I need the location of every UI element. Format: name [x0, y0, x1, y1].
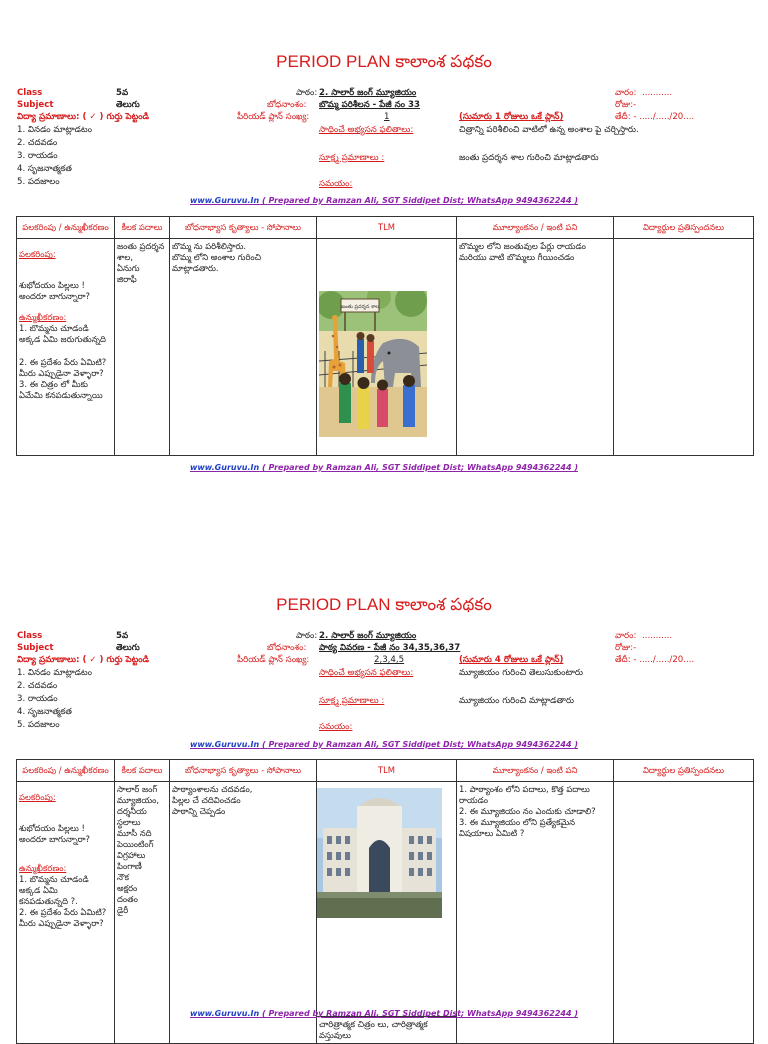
greeting-cell	[17, 782, 115, 1044]
keyword: జంతు ప్రదర్శన	[117, 241, 165, 251]
motiv-line: అక్కడ ఏమి జరుగుతున్నది	[19, 334, 106, 344]
credit-site: www.Guruvu.In	[189, 1009, 260, 1018]
greeting-cell	[17, 239, 115, 456]
motiv-line: 1. బొమ్మను చూడండి	[19, 323, 89, 333]
micro-label: సూక్ష్మ ప్రమాణాలు :	[319, 696, 385, 706]
skill-item: 2. చదవడం	[17, 681, 58, 691]
skills-label: విద్యా ప్రమాణాలు: ( ✓ ) గుర్తు పెట్టండి	[17, 112, 149, 122]
day-label: వారం:	[615, 631, 637, 641]
credit-site: www.Guruvu.In	[189, 196, 260, 205]
motiv-line: కనపడుతున్నది ?.	[19, 896, 78, 906]
duration: (సుమారు 1 రోజులు ఒకే ప్లాన్)	[459, 112, 564, 122]
topic-label: బోధనాంశం:	[267, 100, 307, 110]
motiv-label: ఉన్ముఖీకరణం:	[19, 312, 67, 322]
outcome-label: సాధించే అభ్యసన ఫలితాలు:	[319, 668, 414, 678]
outcome-label: సాధించే అభ్యసన ఫలితాలు:	[319, 125, 414, 135]
motiv-line: 1. బొమ్మను చూడండి	[19, 874, 89, 884]
plan-title: PERIOD PLAN కాలాంశ పథకం	[276, 52, 492, 71]
micro-value: మ్యూజియం గురించి మాట్లాడతారు	[459, 696, 575, 706]
subject-label: Subject	[17, 643, 54, 653]
motiv-label: ఉన్ముఖీకరణం:	[19, 863, 67, 873]
keyword: అక్షరం	[117, 883, 138, 893]
tlm-caption: చారిత్రాత్మక చిత్రం లు, చారిత్రాత్మక వస్తువులు	[317, 1016, 456, 1043]
subject-value: తెలుగు	[116, 643, 140, 653]
eval-line: 1. పాఠ్యాంశం లోని పదాలు, కొత్త పదాలు	[459, 784, 590, 794]
motiv-line: మీరు ఎప్పుడైనా వెళ్ళారా?	[19, 918, 104, 928]
rozu-label: రోజు:-	[615, 643, 637, 653]
col-header: TLM	[317, 760, 457, 782]
day-label: వారం:	[615, 88, 637, 98]
eval-line: 2. ఈ మ్యూజియం నం ఎందుకు చూడాలి?	[459, 806, 596, 816]
class-label: Class	[17, 631, 43, 641]
topic-value: బొమ్మ పరిశీలన - పేజీ నం 33	[319, 100, 420, 110]
outcome-value: మ్యూజియం గురించి తెలుసుకుంటారు	[459, 668, 583, 678]
outcome-value: చిత్రాన్ని పరిశీలించి వాటిలో ఉన్న అంశాల పై చర్చిస్తారు.	[459, 125, 639, 135]
class-label: Class	[17, 88, 43, 98]
keyword: మూసీ నది	[117, 828, 152, 838]
date-label: తేదీ: - ...../...../20....	[615, 655, 695, 665]
plan-table	[16, 216, 754, 456]
class-value: 5వ	[116, 631, 129, 641]
col-header: విద్యార్థుల ప్రతిస్పందనలు	[614, 217, 754, 239]
keyword: స్థలాలు	[117, 817, 141, 827]
period-value: 2,3,4,5	[374, 655, 405, 665]
activity: పిల్లల చే చదివించడం	[172, 795, 241, 805]
credit-line	[0, 463, 768, 472]
skill-item: 3. రాయడం	[17, 151, 58, 161]
col-header: పలకరింపు / ఉన్ముఖీకరణం	[17, 760, 115, 782]
col-header: కీలక పదాలు	[115, 217, 170, 239]
subject-value: తెలుగు	[116, 100, 140, 110]
skills-label: విద్యా ప్రమాణాలు: ( ✓ ) గుర్తు పెట్టండి	[17, 655, 149, 665]
skill-item: 2. చదవడం	[17, 138, 58, 148]
eval-line: మరియు వాటి బొమ్మలు గీయించడం	[459, 252, 575, 262]
evaluation-cell	[457, 782, 614, 1044]
duration: (సుమారు 4 రోజులు ఒకే ప్లాన్)	[459, 655, 564, 665]
lesson-label: పాఠం:	[296, 631, 318, 641]
keyword: విగ్రహాలు	[117, 850, 146, 860]
skill-item: 1. వినడం మాట్లాడటం	[17, 668, 92, 678]
col-header: బోధనాభ్యాస కృత్యాలు - సోపానాలు	[170, 760, 317, 782]
day-value: ...........	[642, 88, 673, 98]
lesson-value: 2. సాలార్ జంగ్ మ్యూజియం	[319, 631, 417, 641]
zoo-sign-text: జంతు ప్రదర్శన శాల	[341, 304, 379, 310]
time-label: సమయం:	[319, 179, 353, 189]
motiv-line: 2. ఈ ప్రదేశం పేరు ఏమిటి?	[19, 907, 107, 917]
skill-item: 4. సృజనాత్మకత	[17, 707, 72, 717]
period-label: పీరియడ్ ప్లాన్ సంఖ్య:	[237, 655, 310, 665]
plan-table	[16, 759, 754, 1044]
micro-label: సూక్ష్మ ప్రమాణాలు :	[319, 153, 385, 163]
greet-label: పలకరింపు:	[19, 249, 56, 259]
time-label: సమయం:	[319, 722, 353, 732]
lesson-value: 2. సాలార్ జంగ్ మ్యూజియం	[319, 88, 417, 98]
skill-item: 4. సృజనాత్మకత	[17, 164, 72, 174]
keyword: దర్శనీయ	[117, 806, 147, 816]
micro-value: జంతు ప్రదర్శన శాల గురించి మాట్లాడతారు	[459, 153, 599, 163]
credit-line	[0, 196, 768, 205]
keyword: ఏనుగు	[117, 263, 140, 273]
rozu-label: రోజు:-	[615, 100, 637, 110]
activities-cell	[170, 239, 317, 456]
credit-site: www.Guruvu.In	[189, 463, 260, 472]
credit-text: ( Prepared by Ramzan Ali, SGT Siddipet Dist; WhatsApp 9494362244 )	[262, 1009, 578, 1018]
skill-item: 1. వినడం మాట్లాడటం	[17, 125, 92, 135]
motiv-line	[19, 345, 112, 357]
lesson-label: పాఠం:	[296, 88, 318, 98]
credit-text: ( Prepared by Ramzan Ali, SGT Siddipet Dist; WhatsApp 9494362244 )	[262, 196, 578, 205]
skill-item: 5. పదజాలం	[17, 177, 60, 187]
subject-label: Subject	[17, 100, 54, 110]
col-header: కీలక పదాలు	[115, 760, 170, 782]
keyword: శాల,	[117, 252, 133, 262]
motiv-line: అక్కడ ఏమి	[19, 885, 58, 895]
col-header: మూల్యాంకనం / ఇంటి పని	[457, 760, 614, 782]
eval-line: రాయడం	[459, 795, 488, 805]
skill-item: 3. రాయడం	[17, 694, 58, 704]
col-header: TLM	[317, 217, 457, 239]
activity: బొమ్మ లోని అంశాల గురించి	[172, 252, 262, 262]
keyword: జిరాఫీ	[117, 274, 137, 284]
period-value: 1	[384, 112, 390, 122]
motiv-line: 2. ఈ ప్రదేశం పేరు ఏమిటి?	[19, 357, 107, 367]
zoo-illustration	[319, 291, 427, 437]
keyword: మ్యూజియం,	[117, 795, 160, 805]
motiv-line: మీరు ఎప్పుడైనా వెళ్ళారా?	[19, 368, 104, 378]
skills-list	[17, 667, 92, 732]
keyword: సాలార్ జంగ్	[117, 784, 158, 794]
keyword: పింగాణీ	[117, 861, 142, 871]
motiv-line: ఏమేమి కనపడుతున్నాయి	[19, 390, 103, 400]
credit-line	[0, 740, 768, 749]
keyword: డైరీ	[117, 905, 129, 915]
eval-line: 3. ఈ మ్యూజియం లోని ప్రత్యేకమైన	[459, 817, 576, 827]
topic-label: బోధనాంశం:	[267, 643, 307, 653]
greet-line: శుభోదయం పిల్లలు !	[19, 823, 85, 833]
skill-item: 5. పదజాలం	[17, 720, 60, 730]
museum-photo	[317, 788, 442, 918]
day-value: ...........	[642, 631, 673, 641]
activity: పాఠ్యాంశాలను చదవడం,	[172, 784, 253, 794]
keyword: దంతం	[117, 894, 138, 904]
skills-list	[17, 124, 92, 189]
topic-value: పాఠ్య వివరణ - పేజీ నం 34,35,36,37	[319, 643, 461, 653]
col-header: బోధనాభ్యాస కృత్యాలు - సోపానాలు	[170, 217, 317, 239]
keyword: నౌక	[117, 872, 130, 882]
credit-site: www.Guruvu.In	[189, 740, 260, 749]
eval-line: విషయాలు ఏమిటి ?	[459, 828, 525, 838]
motiv-line: 3. ఈ చిత్రం లో మీకు	[19, 379, 88, 389]
activities-cell	[170, 782, 317, 1044]
keywords-cell	[115, 239, 170, 456]
col-header: విద్యార్థుల ప్రతిస్పందనలు	[614, 760, 754, 782]
activity: మాట్లాడతారు.	[172, 263, 219, 273]
plan-title: PERIOD PLAN కాలాంశ పథకం	[276, 595, 492, 614]
credit-text: ( Prepared by Ramzan Ali, SGT Siddipet Dist; WhatsApp 9494362244 )	[262, 740, 578, 749]
credit-line	[0, 1009, 768, 1018]
greet-label: పలకరింపు:	[19, 792, 56, 802]
activity: పాఠాన్ని చెప్పడం	[172, 806, 226, 816]
period-label: పీరియడ్ ప్లాన్ సంఖ్య:	[237, 112, 310, 122]
keyword: పెయింటింగ్	[117, 839, 154, 849]
activity: బొమ్మ ను పరిశీలిస్తారు.	[172, 241, 247, 251]
tlm-cell	[317, 239, 457, 456]
date-label: తేదీ: - ...../...../20....	[615, 112, 695, 122]
credit-text: ( Prepared by Ramzan Ali, SGT Siddipet Dist; WhatsApp 9494362244 )	[262, 463, 578, 472]
responses-cell	[614, 782, 754, 1044]
eval-line: బొమ్మల లోని జంతువుల పేర్లు రాయడం	[459, 241, 586, 251]
greet-line: అందరూ బాగున్నారా?	[19, 291, 90, 301]
keywords-cell	[115, 782, 170, 1044]
col-header: మూల్యాంకనం / ఇంటి పని	[457, 217, 614, 239]
evaluation-cell	[457, 239, 614, 456]
greet-line: శుభోదయం పిల్లలు !	[19, 280, 85, 290]
col-header: పలకరింపు / ఉన్ముఖీకరణం	[17, 217, 115, 239]
responses-cell	[614, 239, 754, 456]
class-value: 5వ	[116, 88, 129, 98]
tlm-cell	[317, 782, 457, 1044]
greet-line: అందరూ బాగున్నారా?	[19, 834, 90, 844]
